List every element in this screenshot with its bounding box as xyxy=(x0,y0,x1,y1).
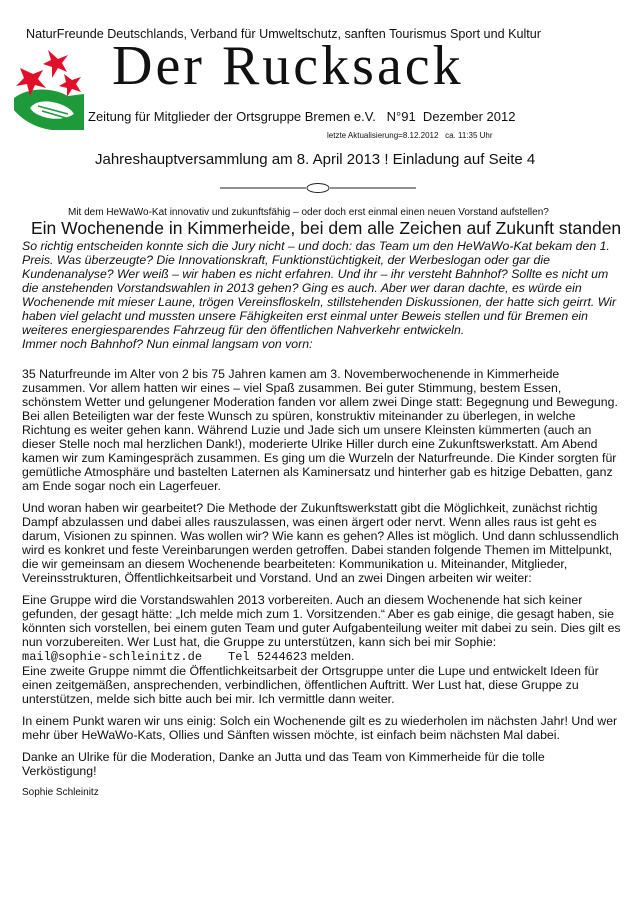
meeting-announcement: Jahreshauptversammlung am 8. April 2013 ! Einladung auf Seite 4 xyxy=(95,151,536,168)
masthead-title: Der Rucksack xyxy=(112,35,464,97)
paragraph-elections xyxy=(22,593,622,664)
article-teaser: Mit dem HeWaWo-Kat innovativ und zukunftsfähig – oder doch erst einmal einen neuen Vorstand aufstellen? xyxy=(68,207,549,218)
organization-line: NaturFreunde Deutschlands, Verband für Umweltschutz, sanften Tourismus Sport und Kultur xyxy=(26,27,541,41)
article-headline: Ein Wochenende in Kimmerheide, bei dem alle Zeichen auf Zukunft standen xyxy=(31,218,622,238)
contact-suffix: melden. xyxy=(307,649,355,663)
paragraph-weekend: 35 Naturfreunde im Alter von 2 bis 75 Jahren kamen am 3. Novemberwochenende in Kimmerheide zusammen. Vor allem hatten wir eines – viel Spaß zusammen. Bei guter Stimmung, bestem Essen, schönstem Wetter und gelungener Moderation fanden vor allem zwei Dinge statt: Begegnung und Bewegung. Bei allen Beteiligten war der feste Wunsch zu spüren, konstruktiv miteinander zu überlegen, in welche Richtung es weiter gehen kann. Während Luzie und Jade sich um unsere Kleinsten kümmerten (auch an dieser Stelle noch mal herzlichen Dank!), moderierte Ulrike Hiller durch eine Zukunftswerkstatt. Am Abend kamen wir zum Kamingespräch zusammen. Es ging um die Wurzeln der Naturfreunde. Die Kinder sorgten für gemütliche Atmosphäre und bastelten Laternen als Kaminersatz und hinterher gab es hitzige Debatten, ganz am Ende sogar noch ein Lagerfeuer. xyxy=(22,367,618,493)
naturfreunde-logo-icon xyxy=(8,48,88,130)
elections-text: Eine Gruppe wird die Vorstandswahlen 2013 vorbereiten. Auch an diesem Wochenende hat sich keiner gefunden, der gesagt hätte: „Ich melde mich zum 1. Vorsitzenden.“ Aber es gab einige, die gesagt haben, sie könnten sich vorstellen, bei einem guten Team und guter Aufgabenteilung weiter mit dabei zu sein. Dies gilt es nun vorzubereiten. Wer Lust hat, die Gruppe zu unterstützen, kann sich bei mir Sophie: xyxy=(22,593,621,649)
intro-text: So richtig entscheiden konnte sich die Jury nicht – und doch: das Team um den HeWaWo-Kat bekam den 1. Preis. Was überzeugte? Die Innovationskraft, Funktionstüchtigkeit, der Werbeslogan oder gar die Kundenanalyse? Wer weiß – wir haben es nicht erfahren. Und ihr – ihr versteht Bahnhof? Sollte es nicht um die anstehenden Vorstandswahlen in 2013 gehen? Ging es auch. Aber wer daran dachte, es würde ein Wochenende mit mieser Laune, trögen Vereinsfloskeln, stillstehenden Diskussionen, der hatte sich geirrt. Wir haben viel gelacht und mussten unsere Fähigkeiten erst einmal unter Beweis stellen und für Bremen ein weiteres energiesparendes Fahrzeug für den öffentlichen Nahverkehr entwickeln. xyxy=(22,239,617,337)
intro-last-line: Immer noch Bahnhof? Nun einmal langsam von vorn: xyxy=(22,337,313,351)
paragraph-repeat: In einem Punkt waren wir uns einig: Solch ein Wochenende gilt es zu wiederholen im nächsten Jahr! Und wer mehr über HeWaWo-Kats, Ollies und Sänften wissen möchte, ist einfach beim nächsten Mal dabei. xyxy=(22,714,618,742)
issue-subtitle: Zeitung für Mitglieder der Ortsgruppe Bremen e.V. N°91 Dezember 2012 xyxy=(88,109,516,124)
article-intro xyxy=(22,239,622,351)
paragraph-publicity: Eine zweite Gruppe nimmt die Öffentlichkeitsarbeit der Ortsgruppe unter die Lupe und entwickelt Ideen für einen zeitgemäßen, ansprechenden, verbindlichen, öffentlichen Auftritt. Wer Lust hat, diese Gruppe zu unterstützen, melde sich bitte auch bei mir. Ich vermittle dann weiter. xyxy=(22,664,599,706)
contact-phone: Tel 5244623 xyxy=(228,650,308,664)
contact-email: mail@sophie-schleinitz.de xyxy=(22,650,203,664)
article-body xyxy=(22,239,622,800)
author-signature: Sophie Schleinitz xyxy=(22,787,99,798)
ornamental-divider xyxy=(220,182,416,194)
paragraph-thanks: Danke an Ulrike für die Moderation, Danke an Jutta und das Team von Kimmerheide für die tolle Verköstigung! xyxy=(22,750,545,778)
update-timestamp: letzte Aktualisierung=8.12.2012 ca. 11:35 Uhr xyxy=(327,131,493,140)
paragraph-workshop: Und woran haben wir gearbeitet? Die Methode der Zukunftswerkstatt gibt die Möglichkeit, zunächst richtig Dampf abzulassen und dabei alles rauszulassen, was einen ärgert oder nervt. Wenn alles raus ist geht es darum, Visionen zu spinnen. Was wollen wir? Wie kann es gehen? Alles ist möglich. Und dann schlussendlich wird es konkret und feste Vereinbarungen werden getroffen. Dabei standen folgende Themen im Mittelpunkt, die wir gemeinsam an diesem Wochenende bearbeiteten: Kommunikation u. Miteinander, Mitglieder, Vereinsstrukturen, Öffentlichkeitsarbeit und Vorstand. Und an zwei Dingen arbeiten wir weiter: xyxy=(22,501,619,585)
